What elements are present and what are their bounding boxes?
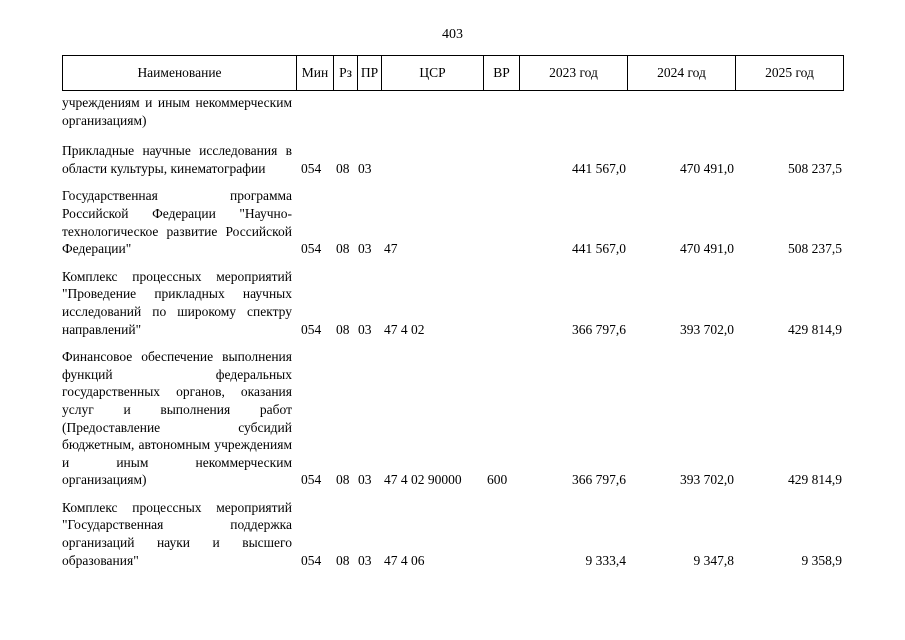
table-row [62, 94, 844, 129]
row-csr: 47 4 02 90000 [384, 472, 462, 488]
row-rz: 08 [336, 241, 350, 257]
row-value-2025: 429 814,9 [788, 472, 842, 488]
table-row [62, 499, 844, 569]
row-csr: 47 4 02 [384, 321, 425, 337]
table-header [62, 55, 844, 91]
row-min: 054 [301, 160, 322, 176]
row-name: Финансовое обеспечение выполнения функций федеральных государственных органов, оказания услуг и выполнения работ (Предоставление субсидий бюджетным, автономным учреждениям и иным некоммерческим организациям) [62, 349, 292, 488]
page-number: 403 [442, 27, 463, 42]
row-value-2025: 429 814,9 [788, 321, 842, 337]
row-value-2023: 441 567,0 [572, 241, 626, 257]
row-pr: 03 [358, 472, 372, 488]
column-header-2024: 2024 год [628, 56, 736, 90]
table-row [62, 142, 844, 177]
row-name: учреждениям и иным некоммерческим организациям) [62, 95, 292, 128]
row-pr: 03 [358, 160, 372, 176]
row-value-2023: 366 797,6 [572, 472, 626, 488]
row-vr: 600 [487, 472, 508, 488]
row-rz: 08 [336, 472, 350, 488]
column-header-name: Наименование [63, 56, 297, 90]
row-name: Государственная программа Российской Федерации "Научно-технологическое развитие Российской Федерации" [62, 188, 292, 257]
row-value-2025: 9 358,9 [801, 552, 842, 568]
table-row [62, 187, 844, 257]
column-header-rz: Рз [334, 56, 358, 90]
column-header-vr: ВР [484, 56, 520, 90]
row-pr: 03 [358, 241, 372, 257]
row-value-2025: 508 237,5 [788, 241, 842, 257]
row-value-2025: 508 237,5 [788, 160, 842, 176]
row-csr: 47 [384, 241, 398, 257]
row-value-2023: 366 797,6 [572, 321, 626, 337]
table-body [62, 94, 844, 579]
column-header-min: Мин [297, 56, 334, 90]
row-min: 054 [301, 241, 322, 257]
row-rz: 08 [336, 160, 350, 176]
row-value-2024: 470 491,0 [680, 160, 734, 176]
row-name: Комплекс процессных мероприятий "Государственная поддержка организаций науки и высшего образования" [62, 499, 292, 568]
row-value-2024: 9 347,8 [693, 552, 734, 568]
row-value-2023: 441 567,0 [572, 160, 626, 176]
row-value-2023: 9 333,4 [585, 552, 626, 568]
row-value-2024: 393 702,0 [680, 472, 734, 488]
row-name: Комплекс процессных мероприятий "Проведение прикладных научных исследований по широкому спектру направлений" [62, 268, 292, 337]
row-value-2024: 393 702,0 [680, 321, 734, 337]
row-min: 054 [301, 472, 322, 488]
row-pr: 03 [358, 321, 372, 337]
column-header-pr: ПР [358, 56, 382, 90]
table-row [62, 268, 844, 338]
row-min: 054 [301, 321, 322, 337]
row-csr: 47 4 06 [384, 552, 425, 568]
row-pr: 03 [358, 552, 372, 568]
column-header-2023: 2023 год [520, 56, 628, 90]
table-row [62, 348, 844, 489]
row-value-2024: 470 491,0 [680, 241, 734, 257]
row-rz: 08 [336, 321, 350, 337]
row-min: 054 [301, 552, 322, 568]
column-header-2025: 2025 год [765, 65, 814, 80]
row-rz: 08 [336, 552, 350, 568]
row-name: Прикладные научные исследования в области культуры, кинематографии [62, 143, 292, 176]
column-header-csr: ЦСР [382, 56, 484, 90]
